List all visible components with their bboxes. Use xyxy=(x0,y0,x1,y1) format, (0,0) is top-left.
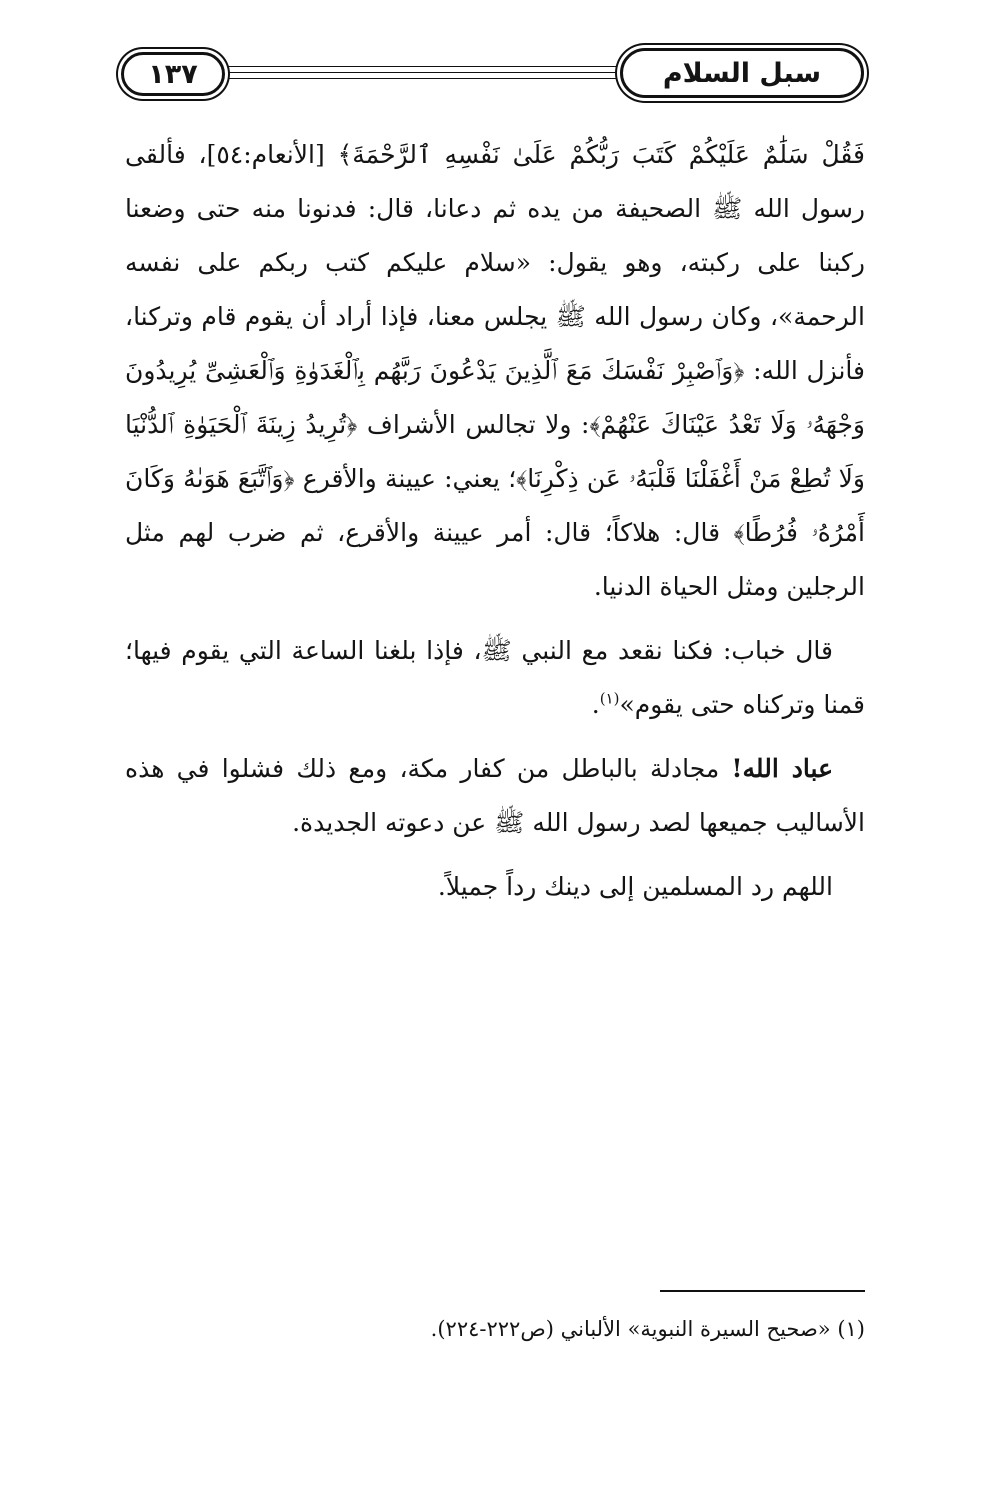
book-title: سبل السلام xyxy=(662,57,822,89)
footnote-separator xyxy=(660,1290,865,1292)
speaker-label: عباد الله! xyxy=(731,754,833,783)
header-rule-top xyxy=(228,66,618,67)
page-number: ١٣٧ xyxy=(148,58,198,90)
footnote: (١) «صحيح السيرة النبوية» الألباني (ص٢٢٢-٢٢٤). xyxy=(430,1317,865,1341)
closing-mark: . xyxy=(591,690,600,719)
header-rule-bottom xyxy=(228,78,618,79)
paragraph-4: اللهم رد المسلمين إلى دينك رداً جميلاً. xyxy=(437,872,833,901)
paragraph-3-text: مجادلة بالباطل من كفار مكة، ومع ذلك فشلوا في هذه الأساليب جميعها لصد رسول الله ﷺ عن دعوته الجديدة. xyxy=(125,754,865,837)
paragraph-2 xyxy=(125,624,865,732)
footnote-reference[interactable]: (١) xyxy=(599,689,620,708)
header-rule-middle xyxy=(228,72,618,73)
paragraph-1: فَقُلْ سَلَٰمٌ عَلَيْكُمْ كَتَبَ رَبُّكُمْ عَلَىٰ نَفْسِهِ ٱلرَّحْمَةَ﴾ [الأنعام:٥٤]، فألقى رسول الله ﷺ الصحيفة من يده ثم دعانا، قال: فدنونا منه حتى وضعنا ركبنا على ركبته، وهو يقول: «سلام عليكم كتب ربكم على نفسه الرحمة»، وكان رسول الله ﷺ يجلس معنا، فإذا أراد أن يقوم قام وتركنا، فأنزل الله: ﴿وَٱصْبِرْ نَفْسَكَ مَعَ ٱلَّذِينَ يَدْعُونَ رَبَّهُم بِٱلْغَدَوٰةِ وَٱلْعَشِىِّ يُرِيدُونَ وَجْهَهُۥ وَلَا تَعْدُ عَيْنَاكَ عَنْهُمْ﴾: ولا تجالس الأشراف ﴿تُرِيدُ زِينَةَ ٱلْحَيَوٰةِ ٱلدُّنْيَا وَلَا تُطِعْ مَنْ أَغْفَلْنَا قَلْبَهُۥ عَن ذِكْرِنَا﴾؛ يعني: عيينة والأقرع ﴿وَٱتَّبَعَ هَوَىٰهُ وَكَانَ أَمْرُهُۥ فُرُطًا﴾ قال: هلاكاً؛ قال: أمر عيينة والأقرع، ثم ضرب لهم مثل الرجلين ومثل الحياة الدنيا. xyxy=(125,140,865,601)
page-header xyxy=(0,0,984,110)
paragraph-2-text: قال خباب: فكنا نقعد مع النبي ﷺ، فإذا بلغنا الساعة التي يقوم فيها؛ قمنا وتركناه حتى يقوم» xyxy=(125,636,865,719)
book-title-box xyxy=(620,48,864,98)
paragraph-3 xyxy=(125,742,865,850)
page-number-box xyxy=(121,52,225,96)
main-text xyxy=(125,128,865,914)
